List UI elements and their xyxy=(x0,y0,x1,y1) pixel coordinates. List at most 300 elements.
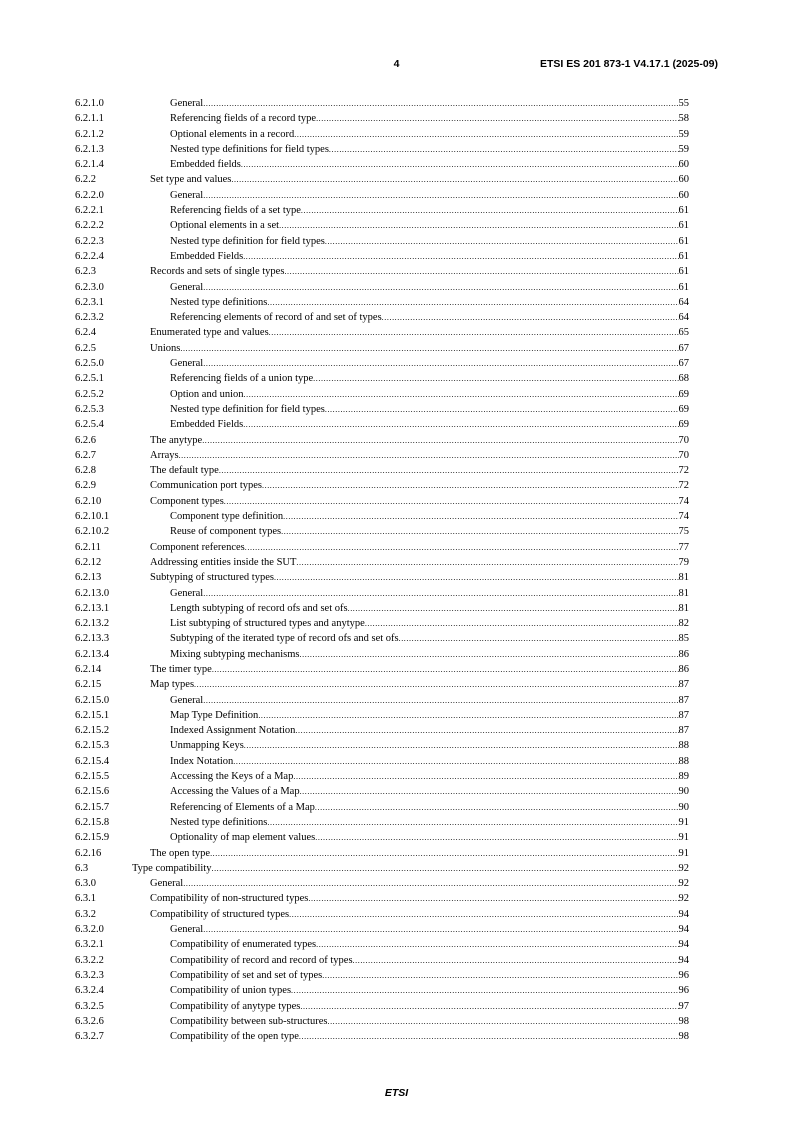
toc-entry[interactable] xyxy=(75,310,689,325)
dot-leader xyxy=(262,478,679,493)
toc-entry-title: General xyxy=(170,924,204,936)
dot-leader xyxy=(212,662,679,677)
toc-entry-title: Unions xyxy=(150,342,181,354)
toc-entry-page: 98 xyxy=(678,1015,689,1027)
toc-entry-number: 6.2.2.1 xyxy=(75,205,104,217)
toc-entry-title: Enumerated type and values xyxy=(150,327,269,339)
toc-entry[interactable] xyxy=(75,295,689,310)
dot-leader xyxy=(284,264,678,279)
dot-leader xyxy=(211,861,678,876)
toc-entry-page: 61 xyxy=(678,281,689,293)
toc-entry[interactable] xyxy=(75,738,689,753)
toc-entry-title: Nested type definitions for field types xyxy=(170,143,329,155)
toc-entry-page: 61 xyxy=(678,205,689,217)
toc-entry-number: 6.2.15.9 xyxy=(75,832,110,844)
footer-etsi: ETSI xyxy=(384,1087,409,1099)
toc-entry-page: 74 xyxy=(678,495,689,507)
toc-entry-title: General xyxy=(170,98,204,109)
dot-leader xyxy=(296,555,678,570)
dot-leader xyxy=(194,677,678,692)
toc-entry[interactable] xyxy=(75,586,689,601)
toc-entry-title: Compatibility of set and set of types xyxy=(170,969,323,981)
toc-entry[interactable] xyxy=(75,234,689,249)
dot-leader xyxy=(325,234,679,249)
dot-leader xyxy=(219,463,679,478)
toc-entry-page: 70 xyxy=(678,434,689,446)
toc-entry[interactable] xyxy=(75,968,689,983)
toc-entry-title: Set type and values xyxy=(150,174,232,186)
toc-entry[interactable] xyxy=(75,203,689,218)
toc-entry-title: List subtyping of structured types and anytype xyxy=(170,618,365,630)
toc-entry-number: 6.3 xyxy=(75,862,89,874)
dot-leader xyxy=(210,846,678,861)
toc-entry-page: 67 xyxy=(678,358,689,370)
dot-leader xyxy=(382,310,679,325)
toc-entry[interactable] xyxy=(75,999,689,1014)
toc-entry[interactable] xyxy=(75,922,689,937)
dot-leader xyxy=(308,891,678,906)
toc-entry[interactable] xyxy=(75,509,689,524)
toc-entry[interactable] xyxy=(75,662,689,677)
toc-entry-number: 6.3.2 xyxy=(75,908,96,920)
toc-entry-number: 6.3.2.1 xyxy=(75,939,104,951)
toc-entry-page: 92 xyxy=(678,893,689,905)
toc-entry-title: Compatibility of union types xyxy=(170,985,292,997)
toc-entry-page: 81 xyxy=(678,602,689,614)
dot-leader xyxy=(224,494,679,509)
toc-entry-page: 91 xyxy=(678,847,689,859)
toc-entry-title: Arrays xyxy=(150,449,179,461)
toc-entry-title: Compatibility of non-structured types xyxy=(150,893,309,905)
toc-entry-title: The open type xyxy=(150,847,211,859)
toc-entry-page: 79 xyxy=(678,556,689,568)
toc-entry-number: 6.2.14 xyxy=(75,663,102,675)
dot-leader xyxy=(244,387,679,402)
toc-entry-title: Unmapping Keys xyxy=(170,740,244,752)
toc-entry-page: 87 xyxy=(678,694,689,706)
toc-entry-title: Nested type definition for field types xyxy=(170,403,325,415)
toc-entry-number: 6.2.13.0 xyxy=(75,587,110,599)
dot-leader xyxy=(203,586,678,601)
toc-entry-page: 89 xyxy=(678,771,689,783)
toc-entry-number: 6.2.13.1 xyxy=(75,602,110,614)
toc-entry-number: 6.2.1.1 xyxy=(75,113,104,125)
toc-entry-number: 6.2.5.3 xyxy=(75,403,104,415)
dot-leader xyxy=(313,371,678,386)
dot-leader xyxy=(281,524,678,539)
dot-leader xyxy=(348,601,679,616)
toc-entry-page: 69 xyxy=(678,403,689,415)
dot-leader xyxy=(274,570,679,585)
toc-entry[interactable] xyxy=(75,815,689,830)
toc-entry[interactable] xyxy=(75,1014,689,1029)
toc-entry-page: 72 xyxy=(678,480,689,492)
toc-entry-title: Referencing of Elements of a Map xyxy=(170,801,315,813)
toc-entry-title: Embedded Fields xyxy=(170,250,244,262)
toc-entry-number: 6.2.10.1 xyxy=(75,511,110,523)
toc-entry-page: 94 xyxy=(678,908,689,920)
toc-entry-number: 6.2.7 xyxy=(75,449,96,461)
toc-entry-title: The default type xyxy=(150,465,219,477)
dot-leader xyxy=(243,249,678,264)
toc-entry-number: 6.3.2.4 xyxy=(75,985,104,997)
toc-entry-title: Subtyping of structured types xyxy=(150,572,274,584)
toc-entry-number: 6.2.1.3 xyxy=(75,143,104,155)
dot-leader xyxy=(316,111,678,126)
document-id: ETSI ES 201 873-1 V4.17.1 (2025-09) xyxy=(539,58,718,70)
toc-entry-number: 6.2.15.5 xyxy=(75,771,110,783)
toc-entry-title: General xyxy=(170,587,204,599)
toc-entry-page: 60 xyxy=(678,189,689,201)
toc-entry-page: 65 xyxy=(678,327,689,339)
toc-entry-page: 60 xyxy=(678,174,689,186)
toc-entry-title: Indexed Assignment Notation xyxy=(170,725,296,737)
toc-entry[interactable] xyxy=(75,387,689,402)
toc-entry-title: Component types xyxy=(150,495,224,507)
toc-entry[interactable] xyxy=(75,448,689,463)
toc-entry[interactable] xyxy=(75,96,689,111)
dot-leader xyxy=(233,754,678,769)
toc-entry-number: 6.2.3.2 xyxy=(75,312,104,324)
dot-leader xyxy=(267,815,678,830)
dot-leader xyxy=(203,188,678,203)
toc-entry-page: 58 xyxy=(678,113,689,125)
dot-leader xyxy=(291,983,678,998)
toc-entry[interactable] xyxy=(75,647,689,662)
toc-entry-title: The anytype xyxy=(150,434,203,446)
toc-entry-number: 6.2.15.4 xyxy=(75,755,110,767)
toc-entry-number: 6.2.3.1 xyxy=(75,296,104,308)
dot-leader xyxy=(299,1029,679,1044)
toc-entry-page: 87 xyxy=(678,679,689,691)
toc-entry-title: Nested type definitions xyxy=(170,296,268,308)
toc-entry[interactable] xyxy=(75,953,689,968)
toc-entry[interactable] xyxy=(75,172,689,187)
toc-entry[interactable] xyxy=(75,540,689,555)
toc-entry-number: 6.2.10.2 xyxy=(75,526,110,538)
toc-entry-page: 87 xyxy=(678,725,689,737)
toc-entry-title: Referencing fields of a record type xyxy=(170,113,317,125)
toc-entry-page: 91 xyxy=(678,816,689,828)
toc-entry[interactable] xyxy=(75,325,689,340)
toc-entry-number: 6.2.15.0 xyxy=(75,694,110,706)
toc-entry-page: 90 xyxy=(678,786,689,798)
toc-entry-title: General xyxy=(170,358,204,370)
toc-entry-number: 6.3.0 xyxy=(75,878,96,890)
toc-entry-number: 6.2.4 xyxy=(75,327,96,339)
toc-entry[interactable] xyxy=(75,754,689,769)
toc-entry[interactable] xyxy=(75,830,689,845)
toc-entry-title: Component references xyxy=(150,541,245,553)
toc-entry-title: Addressing entities inside the SUT xyxy=(150,556,297,568)
toc-entry-title: Embedded fields xyxy=(170,159,241,171)
dot-leader xyxy=(327,1014,678,1029)
dot-leader xyxy=(203,96,678,111)
toc-entry-page: 94 xyxy=(678,954,689,966)
dot-leader xyxy=(183,876,678,891)
toc-entry-title: Accessing the Values of a Map xyxy=(170,786,300,798)
toc-entry-page: 87 xyxy=(678,709,689,721)
toc-entry[interactable] xyxy=(75,601,689,616)
toc-entry-number: 6.2.5.4 xyxy=(75,419,104,431)
toc-entry-page: 86 xyxy=(678,663,689,675)
toc-entry-title: Map types xyxy=(150,679,195,691)
toc-entry-number: 6.2.2.0 xyxy=(75,189,104,201)
dot-leader xyxy=(258,708,678,723)
toc-entry[interactable] xyxy=(75,861,689,876)
toc-entry[interactable] xyxy=(75,188,689,203)
toc-entry[interactable] xyxy=(75,494,689,509)
toc-entry[interactable] xyxy=(75,723,689,738)
toc-entry-page: 98 xyxy=(678,1031,689,1043)
toc-entry-page: 88 xyxy=(678,740,689,752)
toc-entry[interactable] xyxy=(75,463,689,478)
toc-entry-title: Compatibility of the open type xyxy=(170,1031,299,1043)
toc-entry-title: Compatibility of anytype types xyxy=(170,1000,301,1012)
dot-leader xyxy=(241,157,679,172)
dot-leader xyxy=(267,295,678,310)
toc-entry[interactable] xyxy=(75,371,689,386)
toc-entry-title: General xyxy=(170,281,204,293)
toc-entry-page: 96 xyxy=(678,985,689,997)
toc-entry-page: 92 xyxy=(678,878,689,890)
toc-entry-title: Optional elements in a record xyxy=(170,128,295,140)
dot-leader xyxy=(315,830,678,845)
toc-entry[interactable] xyxy=(75,570,689,585)
dot-leader xyxy=(289,907,678,922)
dot-leader xyxy=(329,142,679,157)
toc-entry-number: 6.3.2.7 xyxy=(75,1031,104,1043)
dot-leader xyxy=(293,769,678,784)
dot-leader xyxy=(279,218,678,233)
toc-entry[interactable] xyxy=(75,907,689,922)
toc-entry[interactable] xyxy=(75,249,689,264)
toc-entry[interactable] xyxy=(75,524,689,539)
toc-entry-title: General xyxy=(170,189,204,201)
toc-entry-page: 67 xyxy=(678,342,689,354)
toc-entry-number: 6.2.5 xyxy=(75,342,96,354)
dot-leader xyxy=(203,356,678,371)
dot-leader xyxy=(301,203,679,218)
toc-entry-page: 61 xyxy=(678,235,689,247)
toc-entry-number: 6.2.2.3 xyxy=(75,235,104,247)
toc-entry-page: 69 xyxy=(678,388,689,400)
toc-entry-page: 82 xyxy=(678,618,689,630)
toc-entry-title: Referencing fields of a union type xyxy=(170,373,314,385)
toc-entry[interactable] xyxy=(75,846,689,861)
toc-entry-title: Embedded Fields xyxy=(170,419,244,431)
dot-leader xyxy=(269,325,679,340)
toc-entry[interactable] xyxy=(75,417,689,432)
toc-entry-page: 81 xyxy=(678,587,689,599)
toc-entry-number: 6.2.1.4 xyxy=(75,159,104,171)
toc-entry[interactable] xyxy=(75,127,689,142)
toc-entry[interactable] xyxy=(75,433,689,448)
toc-entry[interactable] xyxy=(75,937,689,952)
toc-entry-number: 6.2.15 xyxy=(75,679,102,691)
toc-entry[interactable] xyxy=(75,157,689,172)
toc-entry-number: 6.2.2.4 xyxy=(75,250,104,262)
toc-entry-number: 6.2.15.3 xyxy=(75,740,110,752)
toc-entry-page: 90 xyxy=(678,801,689,813)
dot-leader xyxy=(203,280,678,295)
toc-entry-title: Index Notation xyxy=(170,755,234,767)
toc-entry-title: Compatibility of structured types xyxy=(150,908,290,920)
toc-entry-number: 6.2.8 xyxy=(75,465,96,477)
dot-leader xyxy=(294,127,678,142)
toc-entry-page: 94 xyxy=(678,939,689,951)
toc-entry-title: Length subtyping of record ofs and set ofs xyxy=(170,602,348,614)
toc-entry-page: 85 xyxy=(678,633,689,645)
toc-entry[interactable] xyxy=(75,616,689,631)
toc-entry-title: Referencing elements of record of and set of types xyxy=(170,312,382,324)
toc-entry-number: 6.2.13.4 xyxy=(75,648,110,660)
toc-entry-title: Option and union xyxy=(170,388,244,400)
toc-entry[interactable] xyxy=(75,280,689,295)
toc-entry-number: 6.2.13.2 xyxy=(75,618,110,630)
dot-leader xyxy=(283,509,678,524)
toc-entry-title: Type compatibility xyxy=(132,862,212,874)
toc-entry-number: 6.3.2.5 xyxy=(75,1000,104,1012)
toc-entry-page: 96 xyxy=(678,969,689,981)
toc-entry-page: 86 xyxy=(678,648,689,660)
toc-entry-page: 69 xyxy=(678,419,689,431)
toc-entry-page: 97 xyxy=(678,1000,689,1012)
toc-entry[interactable] xyxy=(75,708,689,723)
toc-entry-title: Optional elements in a set xyxy=(170,220,280,232)
toc-entry-number: 6.2.13.3 xyxy=(75,633,110,645)
toc-entry[interactable] xyxy=(75,111,689,126)
toc-entry-title: The timer type xyxy=(150,663,212,675)
toc-entry-number: 6.2.15.8 xyxy=(75,816,110,828)
toc-entry-number: 6.3.2.6 xyxy=(75,1015,104,1027)
toc-entry[interactable] xyxy=(75,800,689,815)
toc-entry[interactable] xyxy=(75,341,689,356)
toc-entry-title: Records and sets of single types xyxy=(150,266,285,278)
toc-entry-page: 64 xyxy=(678,296,689,308)
toc-entry[interactable] xyxy=(75,693,689,708)
toc-entry-page: 60 xyxy=(678,159,689,171)
dot-leader xyxy=(365,616,679,631)
toc-entry[interactable] xyxy=(75,784,689,799)
dot-leader xyxy=(353,953,679,968)
toc-entry-number: 6.2.5.1 xyxy=(75,373,104,385)
toc-entry-title: Subtyping of the iterated type of record ofs and set ofs xyxy=(170,633,399,645)
toc-entry[interactable] xyxy=(75,142,689,157)
toc-entry-number: 6.2.11 xyxy=(75,541,101,553)
toc-entry-title: General xyxy=(150,878,184,890)
dot-leader xyxy=(245,540,679,555)
toc-entry-page: 55 xyxy=(678,98,689,109)
toc-entry-number: 6.2.5.2 xyxy=(75,388,104,400)
toc-entry-number: 6.2.1.2 xyxy=(75,128,104,140)
toc-entry-number: 6.2.10 xyxy=(75,495,102,507)
dot-leader xyxy=(231,172,678,187)
toc-entry-page: 72 xyxy=(678,465,689,477)
page-number: 4 xyxy=(393,58,400,70)
toc-entry-title: Component type definition xyxy=(170,511,284,523)
toc-entry[interactable] xyxy=(75,677,689,692)
toc-entry-number: 6.3.2.3 xyxy=(75,969,104,981)
toc-entry[interactable] xyxy=(75,264,689,279)
toc-entry-title: Compatibility of record and record of types xyxy=(170,954,353,966)
dot-leader xyxy=(179,448,679,463)
toc-entry-title: Nested type definitions xyxy=(170,816,268,828)
toc-entry[interactable] xyxy=(75,402,689,417)
toc-entry-number: 6.2.1.0 xyxy=(75,98,104,109)
dot-leader xyxy=(300,784,679,799)
toc-entry-number: 6.3.1 xyxy=(75,893,96,905)
toc-entry-page: 70 xyxy=(678,449,689,461)
dot-leader xyxy=(203,693,678,708)
toc-entry-title: Map Type Definition xyxy=(170,709,259,721)
toc-entry-page: 61 xyxy=(678,250,689,262)
dot-leader xyxy=(399,631,679,646)
toc-entry[interactable] xyxy=(75,891,689,906)
toc-entry[interactable] xyxy=(75,631,689,646)
toc-entry-number: 6.2.5.0 xyxy=(75,358,104,370)
toc-entry-page: 81 xyxy=(678,572,689,584)
toc-entry[interactable] xyxy=(75,1029,689,1044)
toc-entry-title: Optionality of map element values xyxy=(170,832,316,844)
toc-entry-title: Nested type definition for field types xyxy=(170,235,325,247)
toc-entry-number: 6.2.16 xyxy=(75,847,102,859)
toc-entry-title: Compatibility of enumerated types xyxy=(170,939,317,951)
toc-entry-page: 92 xyxy=(678,862,689,874)
dot-leader xyxy=(202,433,678,448)
toc-entry-number: 6.2.15.7 xyxy=(75,801,110,813)
toc-entry-title: Reuse of component types xyxy=(170,526,282,538)
dot-leader xyxy=(316,937,678,952)
toc-entry-page: 77 xyxy=(678,541,689,553)
toc-entry[interactable] xyxy=(75,983,689,998)
toc-entry-number: 6.2.6 xyxy=(75,434,96,446)
toc-entry-title: General xyxy=(170,694,204,706)
toc-entry-title: Accessing the Keys of a Map xyxy=(170,771,294,783)
toc-entry-page: 59 xyxy=(678,143,689,155)
toc-entry-page: 68 xyxy=(678,373,689,385)
toc-entry-number: 6.3.2.2 xyxy=(75,954,104,966)
toc-entry[interactable] xyxy=(75,356,689,371)
toc-entry-page: 94 xyxy=(678,924,689,936)
toc-entry[interactable] xyxy=(75,555,689,570)
toc-entry[interactable] xyxy=(75,769,689,784)
toc-entry[interactable] xyxy=(75,218,689,233)
toc-entry-page: 91 xyxy=(678,832,689,844)
dot-leader xyxy=(244,738,679,753)
toc-entry-page: 61 xyxy=(678,266,689,278)
toc-entry-number: 6.2.3 xyxy=(75,266,96,278)
toc-entry-page: 59 xyxy=(678,128,689,140)
dot-leader xyxy=(180,341,678,356)
dot-leader xyxy=(295,723,678,738)
toc-entry-page: 64 xyxy=(678,312,689,324)
toc-entry-page: 74 xyxy=(678,511,689,523)
toc-entry-number: 6.2.15.1 xyxy=(75,709,110,721)
dot-leader xyxy=(300,647,679,662)
toc-entry[interactable] xyxy=(75,478,689,493)
toc-entry-number: 6.2.13 xyxy=(75,572,102,584)
toc-entry-number: 6.3.2.0 xyxy=(75,924,104,936)
toc-entry-number: 6.2.9 xyxy=(75,480,96,492)
toc-entry-number: 6.2.15.2 xyxy=(75,725,110,737)
toc-entry-number: 6.2.15.6 xyxy=(75,786,110,798)
table-of-contents xyxy=(75,96,689,1044)
dot-leader xyxy=(315,800,679,815)
toc-entry[interactable] xyxy=(75,876,689,891)
toc-entry-number: 6.2.2 xyxy=(75,174,96,186)
toc-entry-number: 6.2.12 xyxy=(75,556,102,568)
